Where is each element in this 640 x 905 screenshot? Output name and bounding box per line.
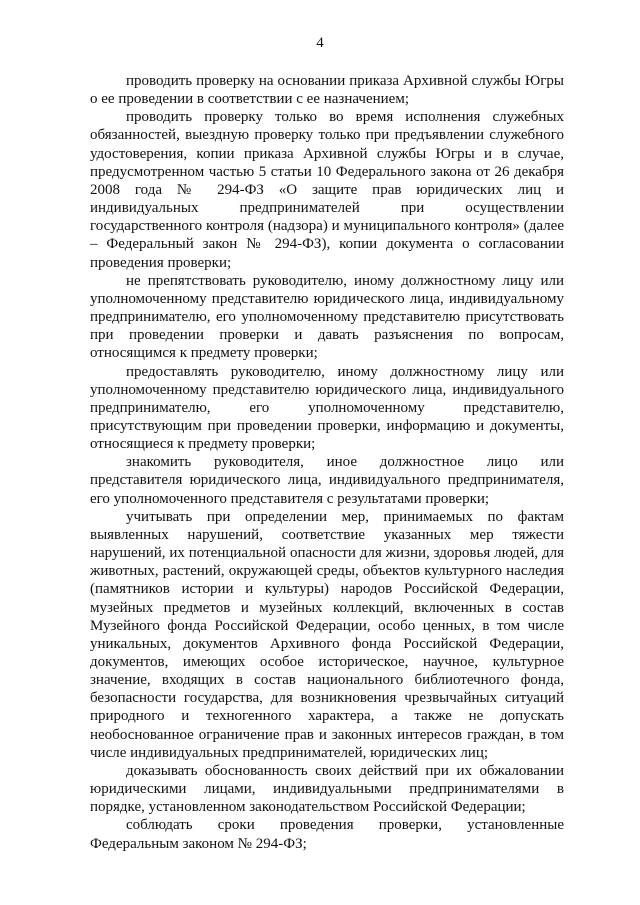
paragraph-conduct-by-order: проводить проверку на основании приказа Архивной службы Югры о ее проведении в соответствии с ее назначением; [90, 73, 564, 108]
document-body [90, 72, 564, 853]
paragraph-conduct-during-duties: проводить проверку только во время исполнения служебных обязанностей, выездную проверку только при предъявлении служебного удостоверения, копии приказа Архивной службы Югры и в случае, предусмотренном частью 5 статьи 10 Федерального закона от 26 декабря 2008 года № 294-ФЗ «О защите прав юридических лиц и индивидуальных предпринимателей при осуществлении государственного контроля (надзора) и муниципального контроля» (далее – Федеральный закон № 294-ФЗ), копии документа о согласовании проведения проверки; [90, 109, 564, 271]
paragraph-provide-information: предоставлять руководителю, иному должностному лицу или уполномоченному представителю юридического лица, индивидуального предпринимателю, его уполномоченному представителю, присутствующим при проведении проверки, информацию и документы, относящиеся к предмету проверки; [90, 363, 564, 453]
paragraph-consider-measures: учитывать при определении мер, принимаемых по фактам выявленных нарушений, соответствие указанных мер тяжести нарушений, их потенциальной опасности для жизни, здоровья людей, для животных, растений, окружающей среды, объектов культурного наследия (памятников истории и культуры) народов Российской Федерации, музейных предметов и музейных коллекций, включенных в состав Музейного фонда Российской Федерации, особо ценных, в том числе уникальных, документов Архивного фонда Российской Федерации, документов, имеющих особое историческое, научное, культурное значение, входящих в состав национального библиотечного фонда, безопасности государства, для возникновения чрезвычайных ситуаций природного и техногенного характера, а также не допускать необоснованное ограничение прав и законных интересов граждан, в том числе индивидуальных предпринимателей, юридических лиц; [90, 508, 564, 761]
paragraph-do-not-obstruct: не препятствовать руководителю, иному должностному лицу или уполномоченному представителю юридического лица, индивидуальному предпринимателю, его уполномоченному представителю присутствовать при проведении проверки и давать разъяснения по вопросам, относящимся к предмету проверки; [90, 272, 564, 362]
paragraph-observe-deadlines: соблюдать сроки проведения проверки, установленные Федеральным законом № 294-ФЗ; [90, 817, 564, 852]
page-number: 4 [316, 35, 324, 51]
paragraph-acquaint-with-results: знакомить руководителя, иное должностное лицо или представителя юридического лица, индивидуального предпринимателя, его уполномоченного представителя с результатами проверки; [90, 454, 564, 507]
paragraph-prove-validity: доказывать обоснованность своих действий при их обжаловании юридическими лицами, индивидуальными предпринимателями в порядке, установленном законодательством Российской Федерации; [90, 762, 564, 816]
